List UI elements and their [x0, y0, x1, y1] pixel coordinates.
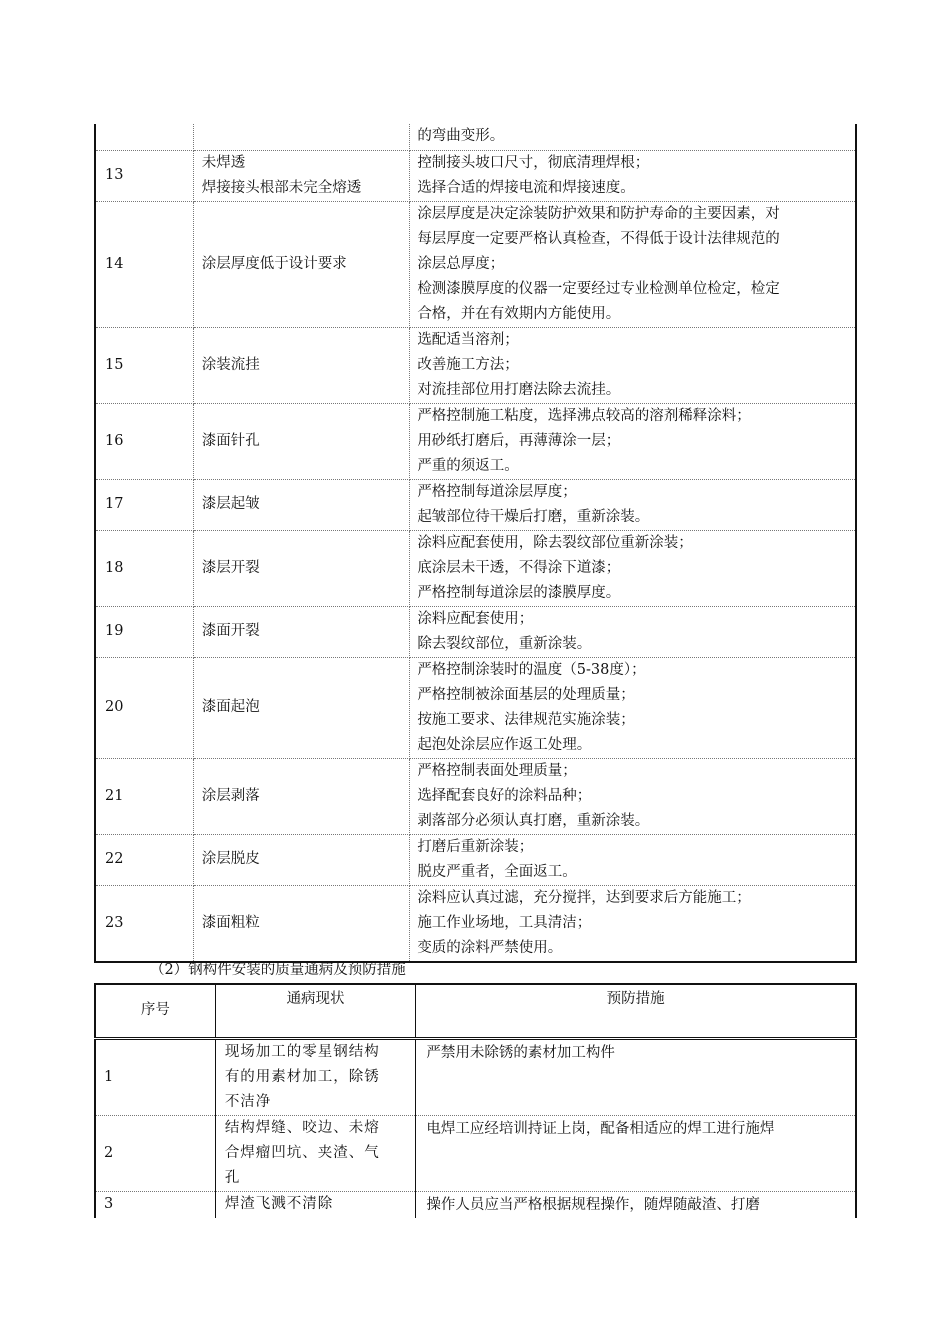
- defects-table-installation: [94, 983, 857, 1218]
- issue-cell: [215, 1115, 416, 1191]
- table-row: [95, 885, 856, 962]
- measure-line: 严格控制施工粘度，选择沸点较高的溶剂稀释涂料；: [417, 407, 751, 424]
- header-num: 序号: [95, 984, 215, 1038]
- measures-cell: [410, 885, 856, 962]
- issue-cell: [193, 201, 410, 327]
- measure-line: 每层厚度一定要严格认真检查，不得低于设计法律规范的: [417, 230, 780, 247]
- measure-line: 操作人员应当严格根据规程操作，随焊随敲渣、打磨: [426, 1196, 760, 1213]
- table-row: [95, 403, 856, 479]
- issue-cell: [193, 657, 410, 758]
- table-row: [95, 327, 856, 403]
- row-number: 16: [95, 403, 193, 479]
- measure-line: 严禁用未除锈的素材加工构件: [426, 1044, 615, 1061]
- issue-line: 漆面开裂: [201, 623, 260, 639]
- measures-cell: [410, 403, 856, 479]
- measures-cell: [410, 124, 856, 150]
- table-row: [95, 150, 856, 201]
- measure-line: 选配适当溶剂；: [417, 331, 519, 348]
- measure-line: 用砂纸打磨后，再薄薄涂一层；: [417, 432, 621, 449]
- measure-line: 按施工要求、法律规范实施涂装；: [417, 711, 635, 728]
- measure-line: 严格控制涂装时的温度（5-38度）；: [417, 661, 646, 678]
- issue-line: 焊渣飞溅不清除: [224, 1196, 334, 1212]
- measures-cell: [410, 834, 856, 885]
- row-number: 18: [95, 530, 193, 606]
- row-number: 15: [95, 327, 193, 403]
- measures-cell: [410, 150, 856, 201]
- issue-line: 漆面起泡: [201, 699, 260, 715]
- row-number: 19: [95, 606, 193, 657]
- measures-cell: [410, 657, 856, 758]
- measures-cell: [410, 201, 856, 327]
- measure-line: 打磨后重新涂装；: [417, 838, 534, 855]
- table-row: [95, 657, 856, 758]
- header-row: [95, 984, 856, 1038]
- measure-line: 严格控制被涂面基层的处理质量；: [417, 686, 635, 703]
- measure-line: 除去裂纹部位，重新涂装。: [417, 635, 592, 652]
- row-number: 13: [95, 150, 193, 201]
- row-number: [95, 124, 193, 150]
- measure-line: 严格控制每道涂层厚度；: [417, 483, 577, 500]
- row-number: 1: [95, 1038, 215, 1115]
- measure-line: 变质的涂料严禁使用。: [417, 939, 563, 956]
- measures-cell: [416, 1115, 856, 1191]
- issue-line: 孔: [224, 1169, 241, 1186]
- measure-line: 对流挂部位用打磨法除去流挂。: [417, 381, 621, 398]
- measure-line: 控制接头坡口尺寸，彻底清理焊根；: [417, 154, 650, 171]
- measure-line: 起皱部位待干燥后打磨，重新涂装。: [417, 508, 650, 525]
- measure-line: 严格控制表面处理质量；: [417, 762, 577, 779]
- issue-cell: [193, 606, 410, 657]
- measure-line: 涂层厚度是决定涂装防护效果和防护寿命的主要因素，对: [417, 205, 780, 222]
- table-row: [95, 201, 856, 327]
- issue-cell: [193, 150, 410, 201]
- issue-line: 焊接接头根部未完全熔透: [201, 179, 362, 196]
- measures-cell: [410, 530, 856, 606]
- row-number: 20: [95, 657, 193, 758]
- measures-cell: [416, 1191, 856, 1218]
- measure-line: 涂层总厚度；: [417, 255, 505, 272]
- measures-cell: [410, 606, 856, 657]
- measure-line: 检测漆膜厚度的仪器一定要经过专业检测单位检定，检定: [417, 280, 780, 297]
- issue-line: 未焊透: [201, 154, 246, 171]
- issue-cell: [193, 403, 410, 479]
- issue-cell: [193, 758, 410, 834]
- measure-line: 起泡处涂层应作返工处理。: [417, 736, 592, 753]
- measure-line: 严格控制每道涂层的漆膜厚度。: [417, 584, 621, 601]
- issue-cell: [193, 327, 410, 403]
- measure-line: 选择配套良好的涂料品种；: [417, 787, 592, 804]
- issue-cell: [193, 530, 410, 606]
- issue-line: 现场加工的零星钢结构: [224, 1043, 380, 1060]
- issue-line: 漆面针孔: [201, 432, 260, 449]
- issue-line: 有的用素材加工，除锈: [224, 1068, 380, 1085]
- row-number: 17: [95, 479, 193, 530]
- table-row: [95, 758, 856, 834]
- issue-cell: [215, 1038, 416, 1115]
- measure-line: 改善施工方法；: [417, 356, 519, 373]
- issue-line: 结构焊缝、咬边、未熔: [224, 1119, 380, 1136]
- measures-cell: [410, 327, 856, 403]
- table-row: [95, 1038, 856, 1115]
- table-row: [95, 124, 856, 150]
- measures-cell: [410, 479, 856, 530]
- table-row: [95, 834, 856, 885]
- measure-line: 底涂层未干透，不得涂下道漆；: [417, 559, 621, 576]
- row-number: 22: [95, 834, 193, 885]
- header-issue: 通病现状: [215, 984, 416, 1038]
- measure-line: 选择合适的焊接电流和焊接速度。: [417, 179, 635, 196]
- measures-cell: [410, 758, 856, 834]
- row-number: 23: [95, 885, 193, 962]
- defects-table-painting: [94, 124, 857, 963]
- issue-cell: [193, 885, 410, 962]
- header-measures: 预防措施: [416, 984, 856, 1038]
- section-caption: （2）钢构件安装的质量通病及预防措施: [150, 962, 406, 978]
- issue-line: 漆面粗粒: [201, 914, 260, 931]
- measure-line: 剥落部分必须认真打磨，重新涂装。: [417, 812, 650, 829]
- issue-line: 涂层剥落: [201, 787, 260, 804]
- measure-line: 涂料应配套使用；: [417, 610, 534, 627]
- table-row: [95, 479, 856, 530]
- issue-cell: [215, 1191, 416, 1218]
- issue-line: 漆层开裂: [201, 559, 260, 576]
- row-number: 14: [95, 201, 193, 327]
- table-row: [95, 606, 856, 657]
- table-row: [95, 530, 856, 606]
- row-number: 3: [95, 1191, 215, 1218]
- measure-line: 涂料应配套使用，除去裂纹部位重新涂装；: [417, 534, 693, 551]
- issue-cell: [193, 834, 410, 885]
- issue-line: 涂层厚度低于设计要求: [201, 255, 347, 272]
- measure-line: 施工作业场地，工具清洁；: [417, 914, 592, 931]
- measure-line: 合格，并在有效期内方能使用。: [417, 305, 621, 322]
- issue-line: 漆层起皱: [201, 496, 260, 512]
- issue-line: 涂层脱皮: [201, 851, 260, 867]
- measure-line: 脱皮严重者，全面返工。: [417, 863, 577, 880]
- issue-cell: [193, 124, 410, 150]
- table-row: [95, 1115, 856, 1191]
- measure-line: 电焊工应经培训持证上岗，配备相适应的焊工进行施焊: [426, 1120, 775, 1137]
- issue-line: 涂装流挂: [201, 356, 260, 373]
- measures-cell: [416, 1038, 856, 1115]
- issue-line: 合焊瘤凹坑、夹渣、气: [224, 1144, 380, 1161]
- row-number: 2: [95, 1115, 215, 1191]
- issue-cell: [193, 479, 410, 530]
- measure-line: 严重的须返工。: [417, 457, 519, 474]
- measure-line: 涂料应认真过滤，充分搅拌，达到要求后方能施工；: [417, 889, 751, 906]
- row-number: 21: [95, 758, 193, 834]
- issue-line: 不洁净: [224, 1093, 272, 1110]
- measure-line: 的弯曲变形。: [417, 128, 505, 145]
- table-row: [95, 1191, 856, 1218]
